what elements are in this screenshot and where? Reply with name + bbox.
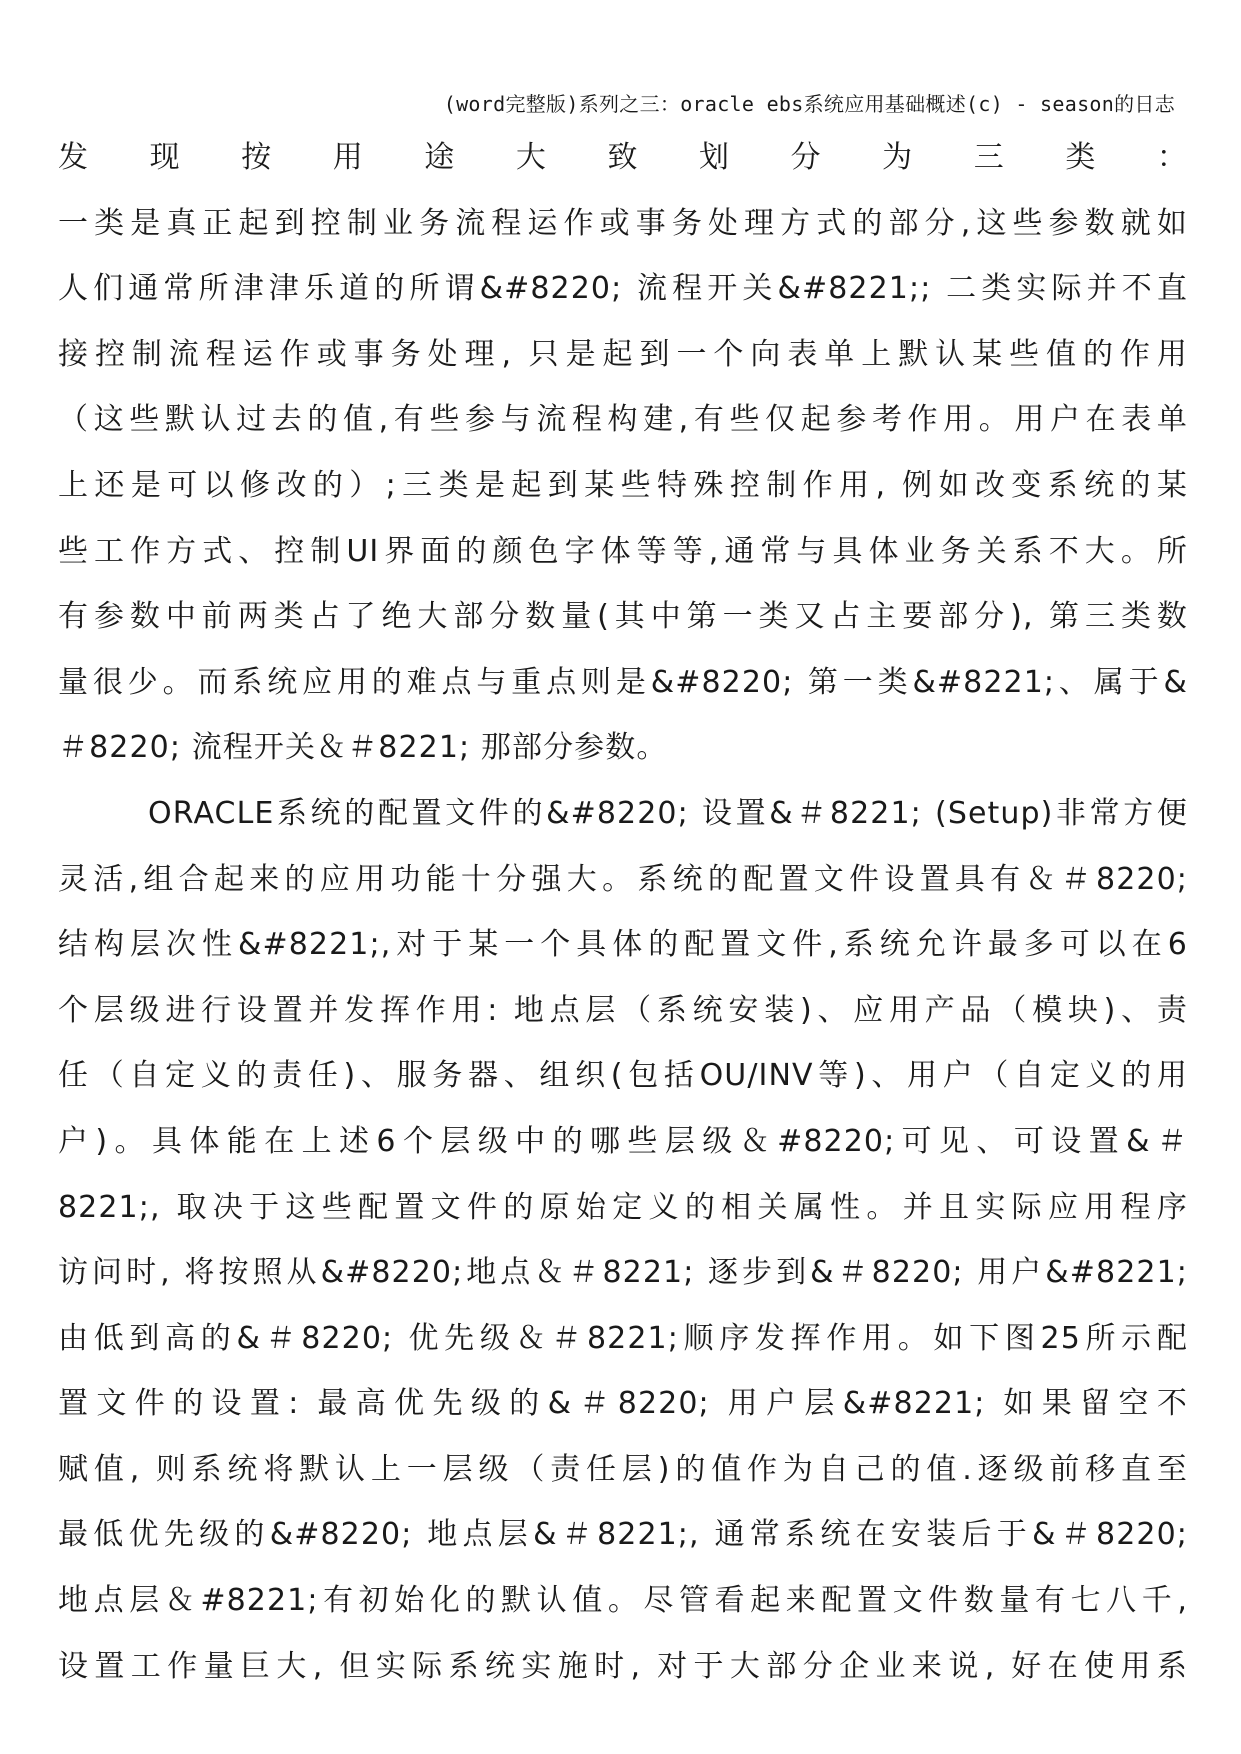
text-line: 任（自定义的责任)、服务器、组织(包括OU/INV等)、用户（自定义的用 bbox=[58, 1058, 1188, 1094]
text-line: 户)。具体能在上述6个层级中的哪些层级＆#8220;可见、可设置&＃ bbox=[58, 1123, 1188, 1159]
text-line: 一类是真正起到控制业务流程运作或事务处理方式的部分,这些参数就如 bbox=[58, 205, 1188, 241]
text-line: 上还是可以修改的）;三类是起到某些特殊控制作用, 例如改变系统的某 bbox=[58, 467, 1188, 503]
text-line: （这些默认过去的值,有些参与流程构建,有些仅起参考作用。用户在表单 bbox=[58, 402, 1188, 438]
text-line: 赋值, 则系统将默认上一层级（责任层)的值作为自己的值.逐级前移直至 bbox=[58, 1451, 1188, 1487]
text-line: 有参数中前两类占了绝大部分数量(其中第一类又占主要部分), 第三类数 bbox=[58, 599, 1188, 635]
text-line: 发现按用途大致划分为三类： bbox=[58, 140, 1188, 175]
page-running-header: (word完整版)系列之三：oracle ebs系统应用基础概述(c) - season的日志 bbox=[443, 92, 1175, 116]
text-line: 地点层＆#8221;有初始化的默认值。尽管看起来配置文件数量有七八千, bbox=[58, 1583, 1188, 1619]
text-line: 个层级进行设置并发挥作用: 地点层（系统安装)、应用产品（模块)、责 bbox=[58, 992, 1188, 1028]
text-line: 设置工作量巨大, 但实际系统实施时, 对于大部分企业来说, 好在使用系 bbox=[58, 1648, 1188, 1684]
text-line: 结构层次性&#8221;,对于某一个具体的配置文件,系统允许最多可以在6 bbox=[58, 927, 1188, 963]
paragraph-end-line: ＃8220; 流程开关＆＃8221; 那部分参数。 bbox=[58, 730, 668, 766]
text-line: 8221;, 取决于这些配置文件的原始定义的相关属性。并且实际应用程序 bbox=[58, 1189, 1188, 1225]
text-line: 访问时, 将按照从&#8220;地点＆＃8221; 逐步到&＃8220; 用户&#8221; bbox=[58, 1255, 1188, 1291]
text-line: 人们通常所津津乐道的所谓&#8220; 流程开关&#8221;; 二类实际并不直 bbox=[58, 271, 1188, 307]
text-line: 接控制流程运作或事务处理, 只是起到一个向表单上默认某些值的作用 bbox=[58, 336, 1188, 372]
text-line: 灵活,组合起来的应用功能十分强大。系统的配置文件设置具有＆＃8220; bbox=[58, 861, 1188, 897]
text-line: 最低优先级的&#8220; 地点层&＃8221;, 通常系统在安装后于&＃8220; bbox=[58, 1517, 1188, 1553]
document-body bbox=[58, 125, 1188, 1699]
text-line: 由低到高的&＃8220; 优先级＆＃8221;顺序发挥作用。如下图25所示配 bbox=[58, 1320, 1188, 1356]
text-line: 量很少。而系统应用的难点与重点则是&#8220; 第一类&#8221;、属于& bbox=[58, 664, 1188, 700]
text-line: 些工作方式、控制UI界面的颜色字体等等,通常与具体业务关系不大。所 bbox=[58, 533, 1188, 569]
paragraph-start-line: ORACLE系统的配置文件的&#8220; 设置&＃8221; (Setup)非常方便 bbox=[148, 795, 1188, 831]
text-line: 置文件的设置: 最高优先级的&＃8220; 用户层&#8221; 如果留空不 bbox=[58, 1386, 1188, 1422]
